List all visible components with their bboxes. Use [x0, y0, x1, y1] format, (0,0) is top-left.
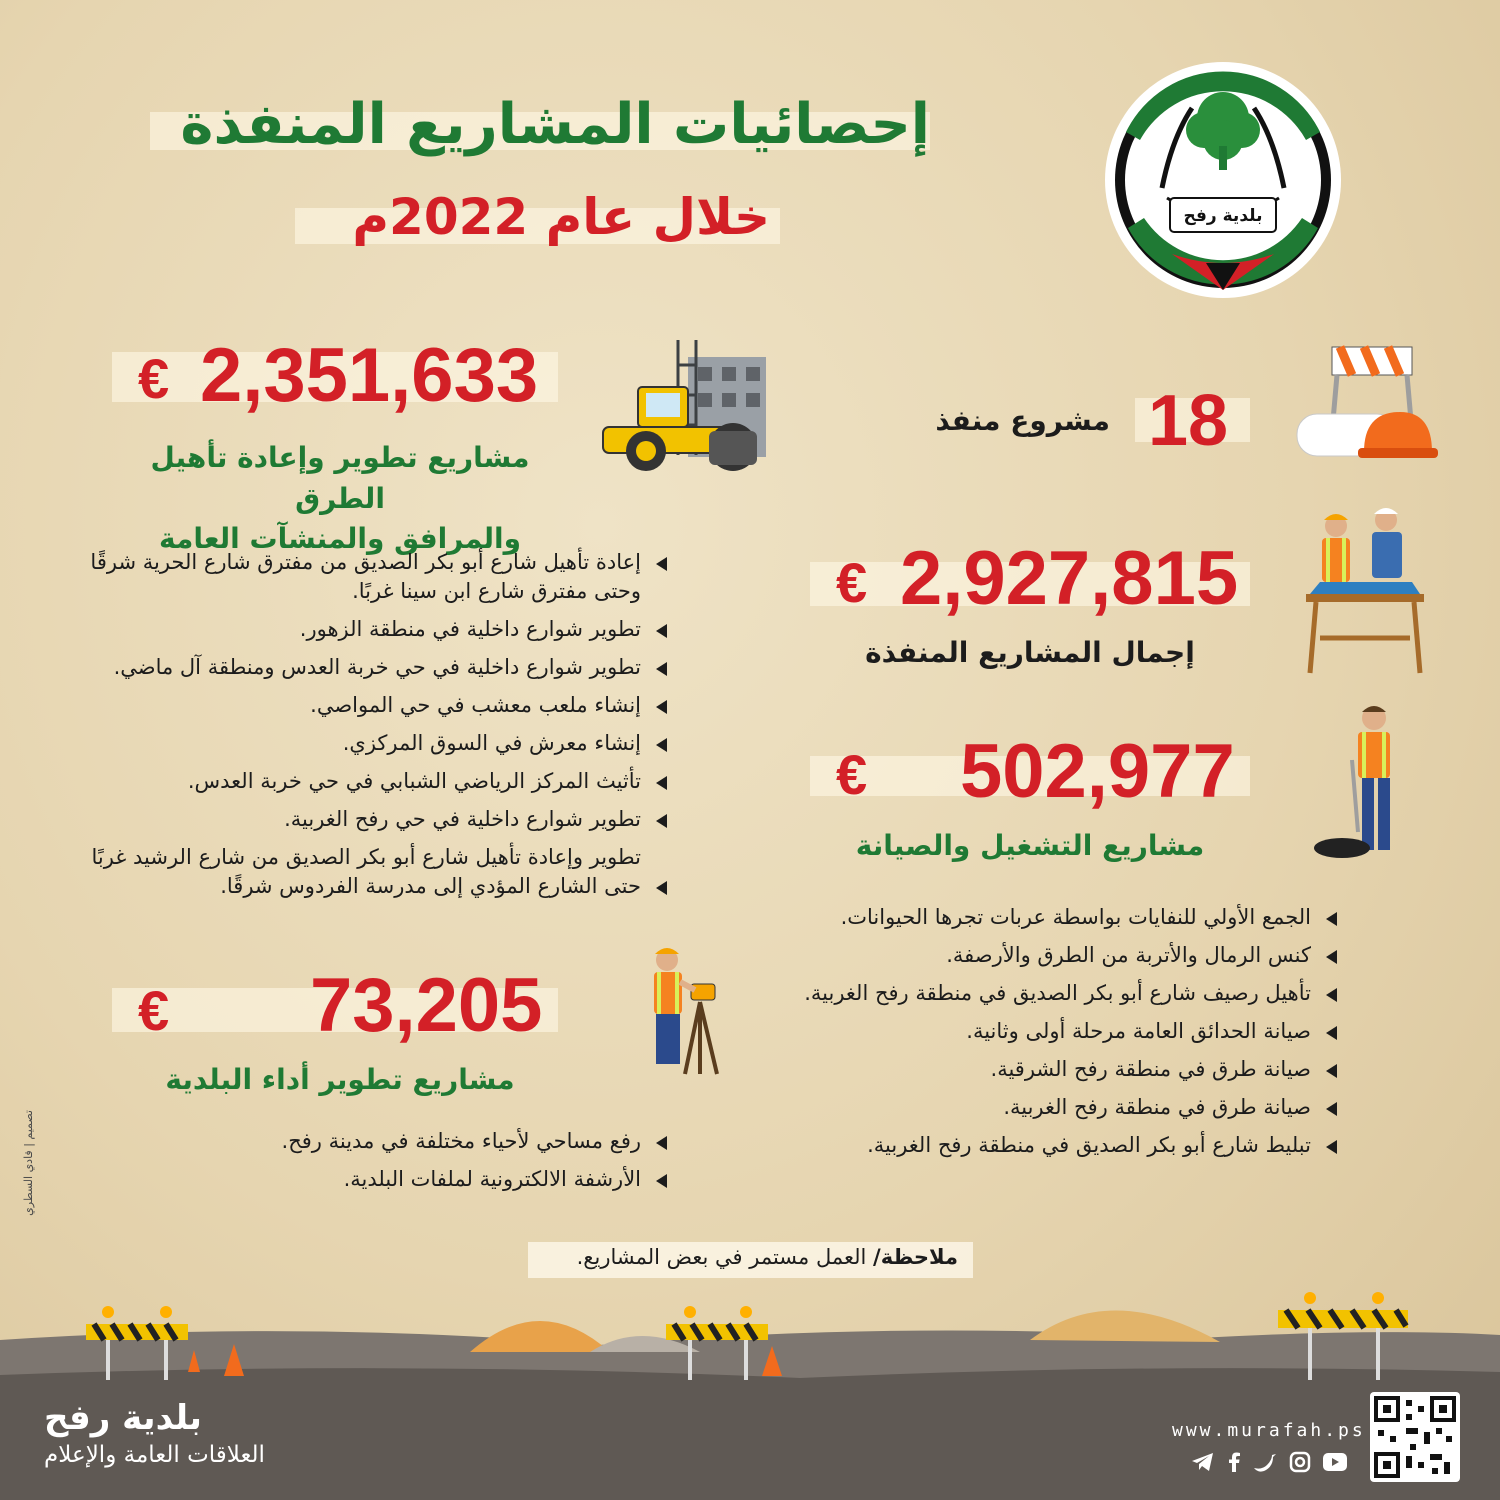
note — [530, 1245, 958, 1269]
note-label: ملاحظة/ — [873, 1245, 958, 1269]
surveyor-illustration — [645, 942, 730, 1077]
list-item: إنشاء ملعب معشب في حي المواصي. — [55, 691, 675, 720]
list-item: إنشاء معرش في السوق المركزي. — [55, 729, 675, 758]
list-item: رفع مساحي لأحياء مختلفة في مدينة رفح. — [55, 1127, 675, 1156]
bullet-triangle-icon — [656, 700, 667, 714]
page-subtitle: خلال عام 2022م — [352, 188, 770, 246]
list-item: تطوير شوارع داخلية في حي رفح الغربية. — [55, 805, 675, 834]
list-item: تبليط شارع أبو بكر الصديق في منطقة رفح الغربية. — [735, 1131, 1345, 1160]
list-item: صيانة طرق في منطقة رفح الغربية. — [735, 1093, 1345, 1122]
website-link[interactable]: www.murafah.ps — [1172, 1420, 1366, 1441]
executed-count-label: مشروع منفذ — [935, 404, 1110, 437]
list-item: تطوير وإعادة تأهيل شارع أبو بكر الصديق من شارع الرشيد غربًا حتى الشارع المؤدي إلى مدرسة الفردوس شرقًا. — [55, 843, 675, 901]
bullet-triangle-icon — [656, 624, 667, 638]
performance-project-list — [55, 1127, 675, 1203]
social-icons — [1176, 1450, 1348, 1476]
total-label: إجمال المشاريع المنفذة — [865, 636, 1195, 669]
list-item: الجمع الأولي للنفايات بواسطة عربات تجرها الحيوانات. — [735, 903, 1345, 932]
bullet-triangle-icon — [1326, 950, 1337, 964]
roads-heading-line1: مشاريع تطوير وإعادة تأهيل الطرق — [150, 441, 530, 515]
youtube-icon[interactable] — [1322, 1450, 1348, 1474]
bullet-triangle-icon — [1326, 988, 1337, 1002]
operation-project-list — [735, 903, 1345, 1169]
bullet-triangle-icon — [656, 1136, 667, 1150]
performance-heading: مشاريع تطوير أداء البلدية — [165, 1063, 515, 1096]
road-roller-building-illustration — [598, 335, 793, 475]
performance-currency: € — [138, 979, 170, 1042]
page-title: إحصائيات المشاريع المنفذة — [180, 92, 930, 157]
facebook-icon[interactable] — [1226, 1450, 1242, 1474]
list-item: صيانة الحدائق العامة مرحلة أولى وثانية. — [735, 1017, 1345, 1046]
total-amount: 2,927,815 — [900, 536, 1239, 621]
bullet-triangle-icon — [656, 557, 667, 571]
operation-currency: € — [836, 743, 868, 806]
instagram-icon[interactable] — [1288, 1450, 1312, 1474]
list-item: تطوير شوارع داخلية في منطقة الزهور. — [55, 615, 675, 644]
bullet-triangle-icon — [1326, 1102, 1337, 1116]
designer-credit: تصميم | فادي السطري — [22, 1110, 35, 1216]
list-item: كنس الرمال والأتربة من الطرق والأرصفة. — [735, 941, 1345, 970]
roads-heading-line2: والمرافق والمنشآت العامة — [159, 522, 521, 556]
operation-heading: مشاريع التشغيل والصيانة — [855, 829, 1205, 862]
roads-amount: 2,351,633 — [200, 333, 539, 418]
barrier-helmet-illustration — [1292, 342, 1442, 467]
footer-department: العلاقات العامة والإعلام — [44, 1442, 265, 1468]
bullet-triangle-icon — [1326, 1140, 1337, 1154]
bullet-triangle-icon — [1326, 1026, 1337, 1040]
telegram-icon[interactable] — [1190, 1450, 1216, 1474]
municipality-logo — [1092, 58, 1354, 298]
maintenance-worker-illustration — [1312, 700, 1420, 860]
footer-org-name: بلدية رفح — [44, 1398, 202, 1438]
bullet-triangle-icon — [656, 1174, 667, 1188]
list-item: تطوير شوارع داخلية في حي خربة العدس ومنطقة آل ماضي. — [55, 653, 675, 682]
bullet-triangle-icon — [656, 881, 667, 895]
list-item: تأثيث المركز الرياضي الشبابي في حي خربة العدس. — [55, 767, 675, 796]
roads-heading — [120, 438, 560, 560]
list-item: إعادة تأهيل شارع أبو بكر الصديق من مفترق شارع الحرية شرقًا وحتى مفترق شارع ابن سينا غربًا. — [55, 548, 675, 606]
qr-code[interactable] — [1370, 1392, 1460, 1482]
logo-text: بلدية رفح — [1183, 206, 1263, 226]
performance-amount: 73,205 — [310, 963, 543, 1048]
note-text: العمل مستمر في بعض المشاريع. — [576, 1245, 874, 1269]
executed-count: 18 — [1148, 381, 1229, 461]
operation-amount: 502,977 — [960, 729, 1235, 814]
bullet-triangle-icon — [656, 776, 667, 790]
bullet-triangle-icon — [1326, 912, 1337, 926]
roads-project-list — [55, 548, 675, 910]
bullet-triangle-icon — [1326, 1064, 1337, 1078]
list-item: تأهيل رصيف شارع أبو بكر الصديق في منطقة رفح الغربية. — [735, 979, 1345, 1008]
list-item: صيانة طرق في منطقة رفح الشرقية. — [735, 1055, 1345, 1084]
bullet-triangle-icon — [656, 738, 667, 752]
engineers-blueprint-illustration — [1300, 498, 1430, 678]
bullet-triangle-icon — [656, 662, 667, 676]
twitter-icon[interactable] — [1252, 1450, 1278, 1474]
total-currency: € — [836, 551, 868, 614]
list-item: الأرشفة الالكترونية لملفات البلدية. — [55, 1165, 675, 1194]
roads-currency: € — [138, 347, 170, 410]
bullet-triangle-icon — [656, 814, 667, 828]
